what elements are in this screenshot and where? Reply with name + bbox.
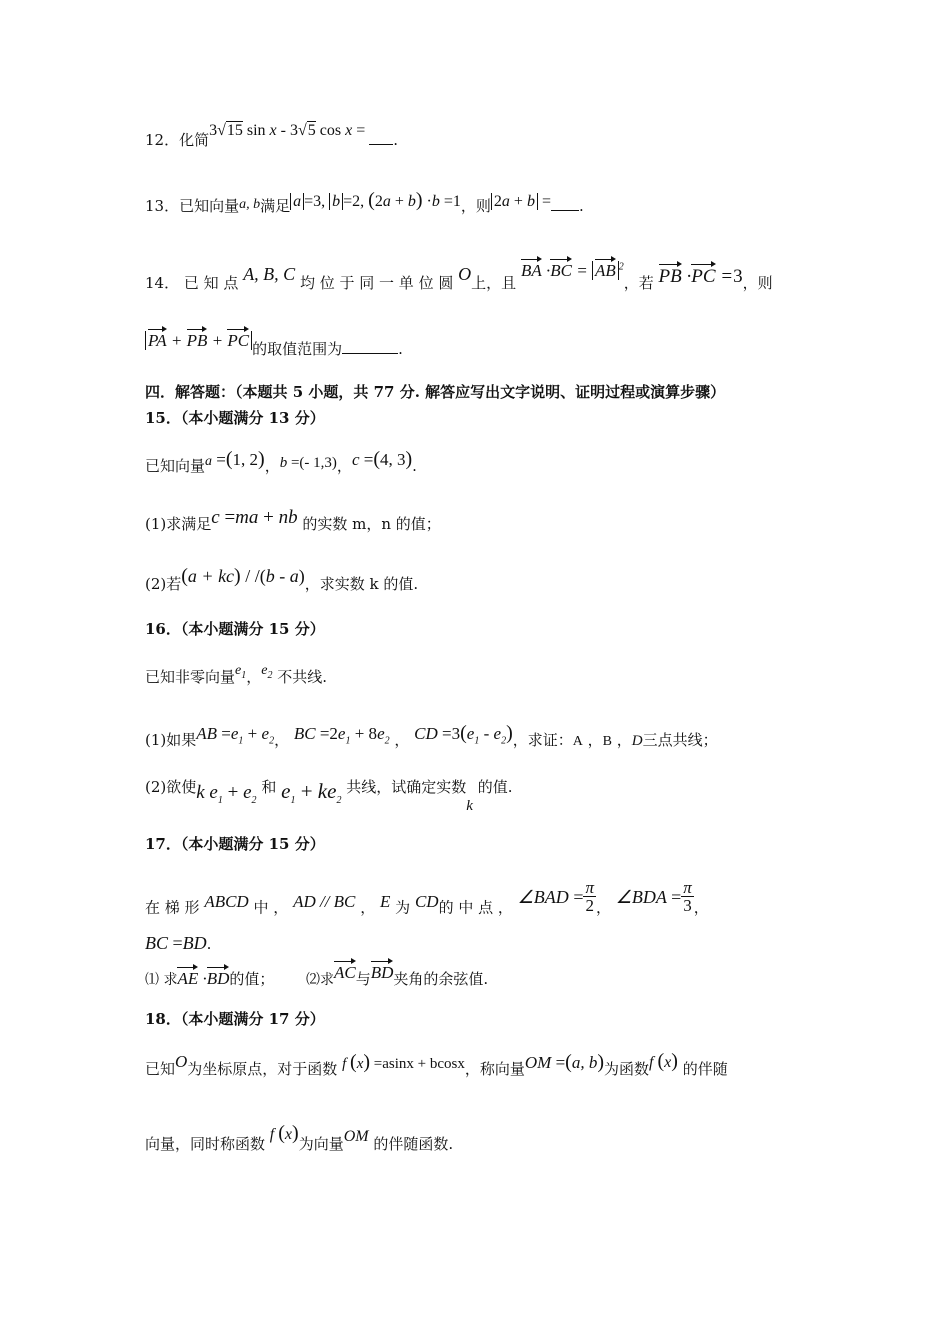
question-12: 12．化简3√15 sin x - 3√5 cos x = . [145, 122, 399, 149]
q13-blank [551, 210, 579, 211]
question-13: 13．已知向量a, b满足 a =3, b =2, (2a + b) ·b =1，则 2a + b = . [145, 189, 584, 215]
q12-label: 12．化简 [145, 131, 210, 149]
q17-line1: 在 梯 形 ABCD 中 ， AD // BC ， E 为 CD的 中 点 ， ∠BAD = $\frac{\pi}{2}$ ， ∠BDA = $\frac{\pi}{3}$ ， [145, 878, 709, 917]
q12-expression: 3√15 sin x - 3√5 cos x = [209, 122, 370, 139]
question-14: 14． 已 知 点 A, B, C 均 位 于 同 一 单 位 圆 O上，且 BA ·BC = AB $^2$，若 PB ·PC =3，则 [145, 261, 773, 292]
q14-condition-1: BA ·BC = AB $^2$ [520, 261, 624, 280]
q16-part1: (1)如果AB $=e_1 + e_2$， BC $=2e_1 + 8e_2$ ， CD $=3(e_1 - e_2)$，求证：A ，B ，D三点共线； [145, 722, 718, 749]
q18-title: 18．（本小题满分 17 分） [145, 1010, 325, 1028]
q15-given: 已知向量a =(1, 2)，b =(- 1,3)，c =(4, 3). [145, 448, 417, 475]
q13-target: 2a + b = [491, 193, 551, 210]
q17-parts: ⑴ 求AE ·BD的值； ⑵求AC与BD夹角的余弦值. [145, 963, 489, 988]
q16-part2: (2)欲使k $e_1 + e_2$ 和 $e_1 + ke_2$ 共线，试确定实数k 的值. [145, 778, 513, 814]
q17-title: 17．（本小题满分 15 分） [145, 835, 325, 853]
q14-condition-2: PB ·PC =3 [658, 266, 743, 287]
q13-condition: a =3, b =2, (2a + b) ·b =1 [290, 193, 461, 210]
q16-given: 已知非零向量$e_1$，$e_2$ 不共线. [145, 663, 328, 686]
q15-title: 15．（本小题满分 13 分） [145, 409, 325, 427]
q15-part1: (1)求满足c =ma + nb 的实数 m，n 的值； [145, 507, 441, 533]
q18-line2: 向量，同时称函数 f (x)为向量OM 的伴随函数. [145, 1122, 454, 1153]
q14-expression: PA + PB + PC [145, 331, 252, 350]
q17-line2: BC =BD. [145, 933, 212, 953]
q12-blank [369, 144, 393, 145]
q13-label: 13．已知向量 [145, 197, 240, 215]
q16-title: 16．（本小题满分 15 分） [145, 620, 325, 638]
q18-line1: 已知O为坐标原点，对于函数 f (x) =asinx + bcosx，称向量OM =(a, b)为函数f (x) 的伴随 [145, 1050, 728, 1078]
section-4-header: 四．解答题：（本题共 5 小题，共 77 分. 解答应写出文字说明、证明过程或演算步骤） [145, 383, 726, 401]
question-14-line2: PA + PB + PC 的取值范围为 . [145, 340, 403, 357]
q14-blank [342, 353, 398, 354]
q15-part2: (2)若(a + kc) / /(b - a)，求实数 k 的值. [145, 565, 419, 593]
